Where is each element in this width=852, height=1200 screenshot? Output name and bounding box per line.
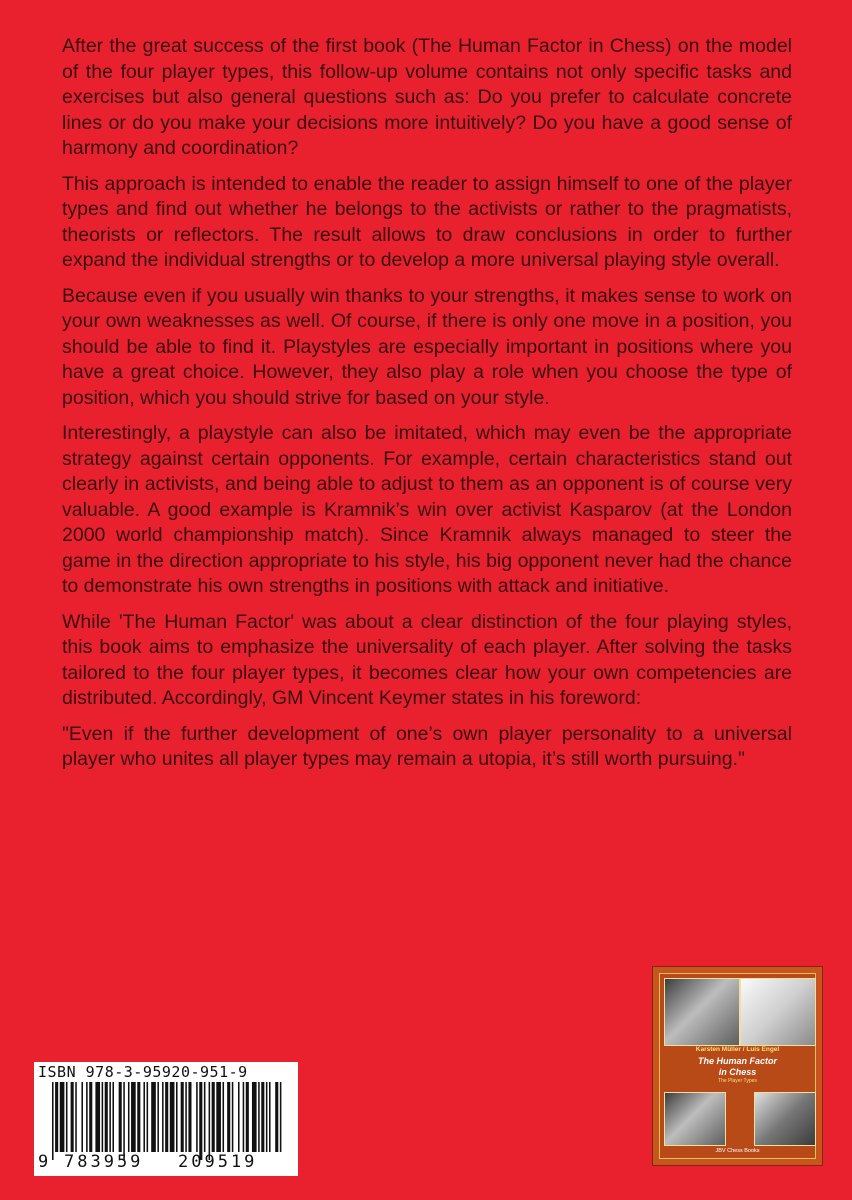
player-photo-1 (664, 978, 740, 1046)
barcode-bar (209, 1082, 211, 1160)
isbn-barcode (34, 1062, 298, 1176)
barcode-bar (238, 1082, 240, 1152)
barcode-bar (131, 1082, 136, 1152)
blurb-text (62, 34, 792, 783)
thumbnail-title-line2: in Chess (718, 1067, 757, 1077)
barcode-bar (112, 1082, 114, 1152)
barcode-bar (86, 1082, 88, 1152)
foreword-quote: "Even if the further development of one’s own player personality to a universal player who unites all player types may remain a utopia, it’s still worth pursuing." (62, 722, 792, 770)
barcode-bar (170, 1082, 175, 1152)
barcode-bar (52, 1082, 54, 1160)
barcode-bar (75, 1082, 77, 1152)
ean-left-digits: 783959 (64, 1152, 144, 1172)
barcode-bars (52, 1082, 284, 1160)
ean-first-digit: 9 (38, 1152, 49, 1172)
paragraph-3: Because even if you usually win thanks to your strengths, it makes sense to work on your own weaknesses as well. Of course, if there is only one move in a position, you should be able to find it. Playstyles are especially important in positions where you have a great choice. However, they also play a role when you choose the type of position, which you should strive for based on your style. (62, 284, 792, 409)
paragraph-4: Interestingly, a playstyle can also be imitated, which may even be the appropriate strategy against certain opponents. For example, certain characteristics stand out clearly in activists, and being able to adjust to them as an opponent is of course very valuable. A good example is Kramnik’s win over activist Kasparov (at the London 2000 world championship match). Since Kramnik always managed to steer the game in the direction appropriate to his style, his big opponent never had the chance to demonstrate his own strengths in positions with attack and initiative. (62, 422, 792, 597)
paragraph-2: This approach is intended to enable the reader to assign himself to one of the player types and find out whether he belongs to the activists or rather to the pragmatists, theorists or reflectors. The result allows to draw conclusions in order to further expand the individual strengths or to develop a more universal playing style overall. (62, 172, 792, 271)
barcode-bar (181, 1082, 184, 1152)
barcode-bar (223, 1082, 225, 1152)
barcode-bar (81, 1082, 83, 1152)
player-photo-2 (740, 978, 816, 1046)
barcode-bar (243, 1082, 245, 1152)
barcode-bar (60, 1082, 65, 1152)
barcode-bar (216, 1082, 221, 1152)
barcode-bar (55, 1082, 58, 1152)
paragraph-5: While 'The Human Factor' was about a clear distinction of the four playing styles, this book aims to emphasize the universality of each player. After solving the tasks tailored to the four player types, it becomes clear how your own competencies are distributed. Accordingly, GM Vincent Keymer states in his foreword: (62, 610, 792, 709)
barcode-bar (252, 1082, 257, 1152)
barcode-bar (280, 1082, 282, 1152)
thumbnail-frame (659, 973, 816, 1159)
thumbnail-subtitle: The Player Types (718, 1078, 757, 1084)
isbn-label: ISBN 978-3-95920-951-9 (38, 1063, 248, 1081)
barcode-bar (275, 1082, 278, 1152)
barcode-bar (123, 1082, 125, 1160)
barcode-bar (266, 1082, 268, 1152)
player-photo-3 (664, 1092, 726, 1146)
thumbnail-title-line1: The Human Factor (697, 1056, 777, 1066)
player-photo-4 (754, 1092, 816, 1146)
barcode-bar (157, 1082, 159, 1152)
barcode-bar (95, 1082, 100, 1152)
barcode-bar (71, 1082, 74, 1152)
barcode-bar (151, 1082, 156, 1152)
barcode-bar (227, 1082, 230, 1152)
barcode-bar (204, 1082, 206, 1152)
thumbnail-publisher: JBV Chess Books (715, 1148, 760, 1154)
barcode-bar (199, 1082, 202, 1160)
first-volume-cover-thumbnail (652, 966, 823, 1166)
ean-right-digits: 209519 (178, 1152, 258, 1172)
thumbnail-title (660, 1056, 815, 1078)
barcode-bar (102, 1082, 104, 1152)
barcode-bar (185, 1082, 187, 1152)
barcode-bar (143, 1082, 145, 1152)
barcode-bar (89, 1082, 92, 1152)
thumbnail-authors: Karsten Müller / Luis Engel (695, 1046, 780, 1053)
barcode-bar (105, 1082, 108, 1152)
barcode-bar (269, 1082, 271, 1152)
paragraph-1: After the great success of the first book (The Human Factor in Chess) on the model of the four player types, this follow-up volume contains not only specific tasks and exercises but also general questions such as: Do you prefer to calculate concrete lines or do you make your decisions more intuitively? Do you have a good sense of harmony and coordination? (62, 35, 792, 159)
barcode-bar (176, 1082, 178, 1152)
barcode-bar (128, 1082, 130, 1152)
barcode-bar (196, 1082, 198, 1152)
barcode-bar (66, 1082, 68, 1152)
barcode-bar (109, 1082, 111, 1152)
barcode-bar (212, 1082, 215, 1152)
barcode-bar (147, 1082, 149, 1152)
barcode-bar (261, 1082, 264, 1152)
barcode-bar (258, 1082, 260, 1152)
barcode-bar (165, 1082, 168, 1152)
barcode-bar (162, 1082, 164, 1152)
barcode-bar (119, 1082, 122, 1152)
barcode-bar (188, 1082, 191, 1152)
barcode-bar (137, 1082, 140, 1152)
barcode-bar (246, 1082, 249, 1152)
barcode-bar (232, 1082, 234, 1152)
